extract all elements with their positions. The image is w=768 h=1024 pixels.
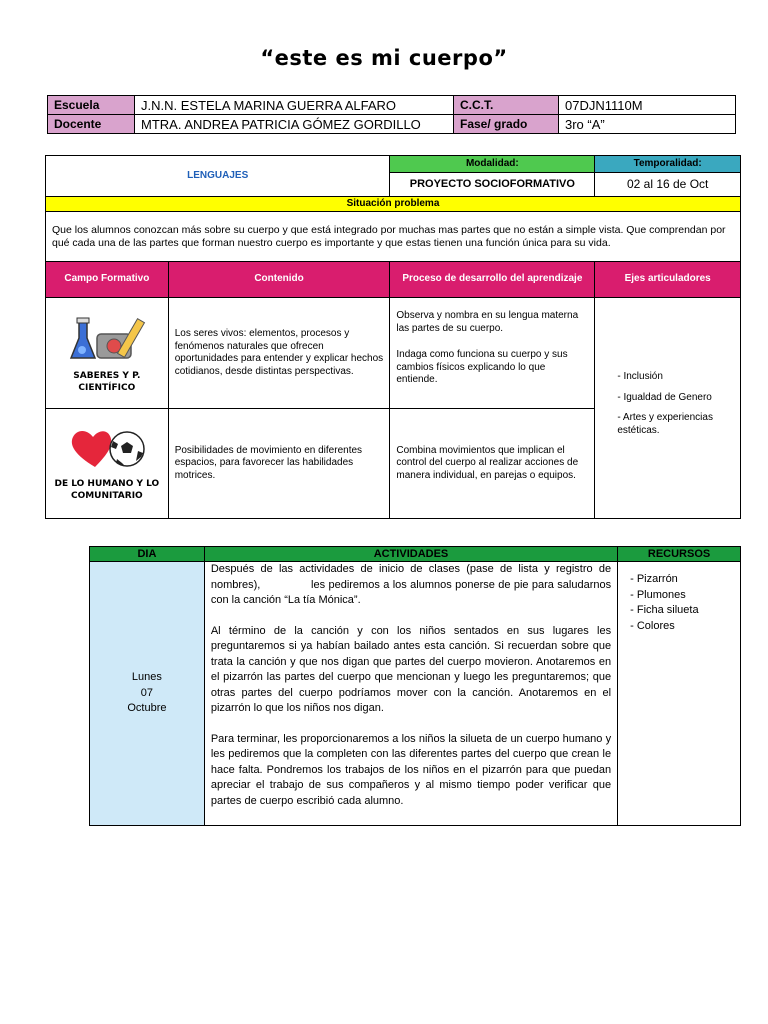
- campo-saberes: [46, 298, 169, 409]
- ejes-articuladores: [595, 298, 741, 519]
- proceso-2: Combina movimientos que implican el control del cuerpo al realizar acciones de manera individual, en parejas o equipos.: [390, 409, 595, 519]
- heart-ball-icon: [65, 425, 149, 471]
- situacion-label: Situación problema: [46, 197, 741, 212]
- info-table: [47, 95, 736, 134]
- docente-value: MTRA. ANDREA PATRICIA GÓMEZ GORDILLO: [135, 115, 454, 134]
- eje-item: - Artes y experiencias estéticas.: [617, 412, 728, 437]
- header-actividades: ACTIVIDADES: [204, 547, 617, 562]
- escuela-label: Escuela: [48, 96, 135, 115]
- modalidad-value: PROYECTO SOCIOFORMATIVO: [390, 173, 595, 197]
- page-title: “este es mi cuerpo”: [260, 46, 508, 70]
- fase-value: 3ro “A”: [559, 115, 736, 134]
- header-campo: Campo Formativo: [46, 262, 169, 298]
- escuela-value: J.N.N. ESTELA MARINA GUERRA ALFARO: [135, 96, 454, 115]
- header-ejes: Ejes articuladores: [595, 262, 741, 298]
- eje-item: - Inclusión: [617, 371, 728, 384]
- planning-table: [45, 155, 741, 519]
- contenido-2: Posibilidades de movimiento en diferentes espacios, para favorecer las habilidades motrices.: [168, 409, 390, 519]
- temporalidad-label: Temporalidad:: [595, 156, 741, 173]
- area-title: LENGUAJES: [46, 156, 390, 197]
- cct-value: 07DJN1110M: [559, 96, 736, 115]
- dia-weekday: Lunes: [131, 671, 162, 684]
- actividades-cell: [204, 562, 617, 826]
- fase-label: Fase/ grado: [454, 115, 559, 134]
- cct-label: C.C.T.: [454, 96, 559, 115]
- header-dia: DIA: [90, 547, 205, 562]
- actividad-paragraph: Para terminar, les proporcionaremos a los niños la silueta de un cuerpo humano y les pediremos que la completen con las diferentes partes del cuerpo que crean le hace falta. Pondremos los trabajos de los niños en el pizarrón para que puedan apreciar el trabajo de sus compañeros y al mismo tiempo poder verificar que partes de cuerpo escribió cada alumno.: [210, 732, 612, 807]
- eje-item: - Igualdad de Genero: [617, 392, 728, 405]
- recurso-item: - Plumones: [630, 588, 734, 604]
- proceso-1-b: Indaga como funciona su cuerpo y sus cambios físicos explicando lo que entiende.: [396, 349, 568, 385]
- temporalidad-value: 02 al 16 de Oct: [595, 173, 741, 197]
- recurso-item: - Pizarrón: [630, 572, 734, 588]
- modalidad-label: Modalidad:: [390, 156, 595, 173]
- header-contenido: Contenido: [168, 262, 390, 298]
- dia-number: 07: [140, 686, 154, 699]
- recursos-cell: [618, 562, 741, 826]
- campo-humano-label: DE LO HUMANO Y LO COMUNITARIO: [54, 478, 160, 501]
- header-recursos: RECURSOS: [618, 547, 741, 562]
- header-proceso: Proceso de desarrollo del aprendizaje: [390, 262, 595, 298]
- dia-month: Octubre: [127, 702, 167, 715]
- science-lab-icon: [65, 312, 149, 364]
- recurso-item: - Colores: [630, 619, 734, 635]
- dia-cell: [90, 562, 205, 826]
- activities-table: [89, 546, 741, 826]
- recurso-item: - Ficha silueta: [630, 603, 734, 619]
- contenido-1: Los seres vivos: elementos, procesos y fenómenos naturales que ofrecen oportunidades para entender y explicar hechos cotidianos, desde distintas perspectivas.: [168, 298, 390, 409]
- campo-humano: [46, 409, 169, 519]
- docente-label: Docente: [48, 115, 135, 134]
- proceso-1-a: Observa y nombra en su lengua materna las partes de su cuerpo.: [396, 310, 579, 334]
- proceso-1: [390, 298, 595, 409]
- actividad-paragraph: Al término de la canción y con los niños sentados en sus lugares les preguntaremos si ya habían bailado antes esta canción. Si recuerdan sobre que trata la canción y que nos digan que partes del cuerpo movieron. Anotaremos en el pizarrón las partes del cuerpo que mencionan y luego les preguntaremos; que otras partes del cuerpo podríamos mover con la canción. Anotaremos en el pizarrón lo que los niños nos digan.: [210, 624, 612, 714]
- actividad-paragraph: Después de las actividades de inicio de clases (pase de lista y registro de nombres), les pediremos a los alumnos ponerse de pie para saludarnos con la canción “La tía Mónica”.: [210, 563, 615, 606]
- situacion-text: Que los alumnos conozcan más sobre su cuerpo y que está integrado por muchas mas partes que no están a simple vista. Que comprendan por qué cada una de las partes que forman nuestro cuerpo es importante y que estas tienen una función única para su vida.: [46, 212, 741, 262]
- campo-saberes-label: SABERES Y P. CIENTÍFICO: [73, 371, 141, 394]
